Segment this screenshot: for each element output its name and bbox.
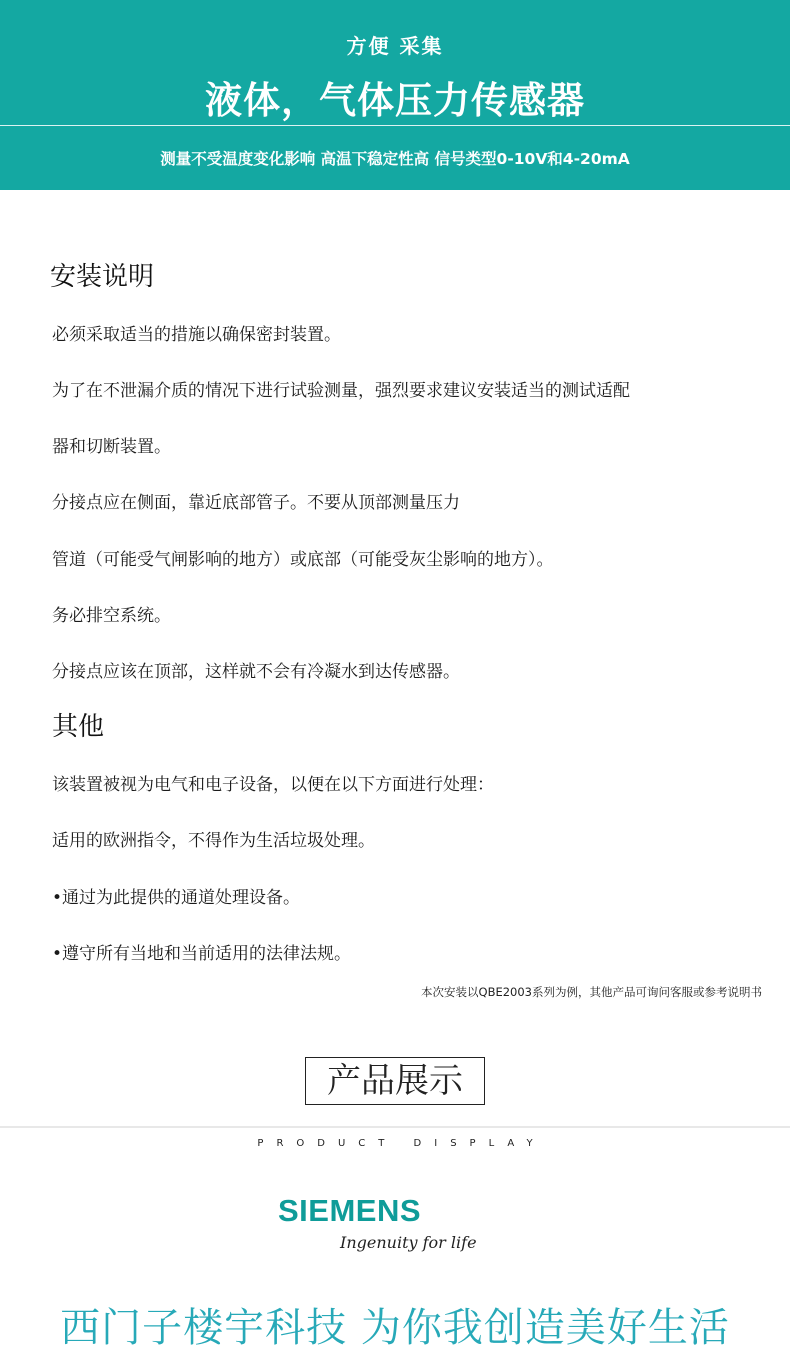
install-line: 为了在不泄漏介质的情况下进行试验测量，强烈要求建议安装适当的测试适配 xyxy=(52,381,630,401)
banner-kicker: 方便 采集 xyxy=(346,34,444,58)
banner-divider xyxy=(0,125,790,126)
logo-wordmark: SIEMENS xyxy=(278,1193,422,1228)
install-line: 分接点应该在顶部，这样就不会有冷凝水到达传感器。 xyxy=(52,662,460,682)
banner-title: 液体，气体压力传感器 xyxy=(205,79,585,122)
banner-subtitle: 测量不受温度变化影响 高温下稳定性高 信号类型0-10V和4-20mA xyxy=(160,150,630,168)
other-heading: 其他 xyxy=(52,712,105,742)
siemens-logo xyxy=(278,1193,478,1269)
install-line: 分接点应在侧面，靠近底部管子。不要从顶部测量压力 xyxy=(52,493,460,513)
install-note: 本次安装以QBE2003系列为例，其他产品可询问客服或参考说明书 xyxy=(421,985,762,999)
section-divider xyxy=(0,1126,790,1128)
install-line: 务必排空系统。 xyxy=(52,606,171,626)
logo-tagline: Ingenuity for life xyxy=(340,1233,477,1252)
install-line: 必须采取适当的措施以确保密封装置。 xyxy=(52,325,341,345)
header-banner xyxy=(0,0,790,190)
product-display-subtitle: PRODUCT DISPLAY xyxy=(257,1138,546,1149)
other-line: •遵守所有当地和当前适用的法律法规。 xyxy=(52,944,352,964)
install-heading: 安装说明 xyxy=(50,262,155,292)
other-line: 适用的欧洲指令，不得作为生活垃圾处理。 xyxy=(52,831,375,851)
install-line: 管道（可能受气闸影响的地方）或底部（可能受灰尘影响的地方）。 xyxy=(52,550,554,570)
other-line: 该装置被视为电气和电子设备，以便在以下方面进行处理： xyxy=(52,775,494,795)
product-display-title: 产品展示 xyxy=(305,1057,485,1105)
brand-slogan: 西门子楼宇科技 为你我创造美好生活 xyxy=(60,1305,730,1351)
install-line: 器和切断装置。 xyxy=(52,437,171,457)
other-line: •通过为此提供的通道处理设备。 xyxy=(52,888,301,908)
